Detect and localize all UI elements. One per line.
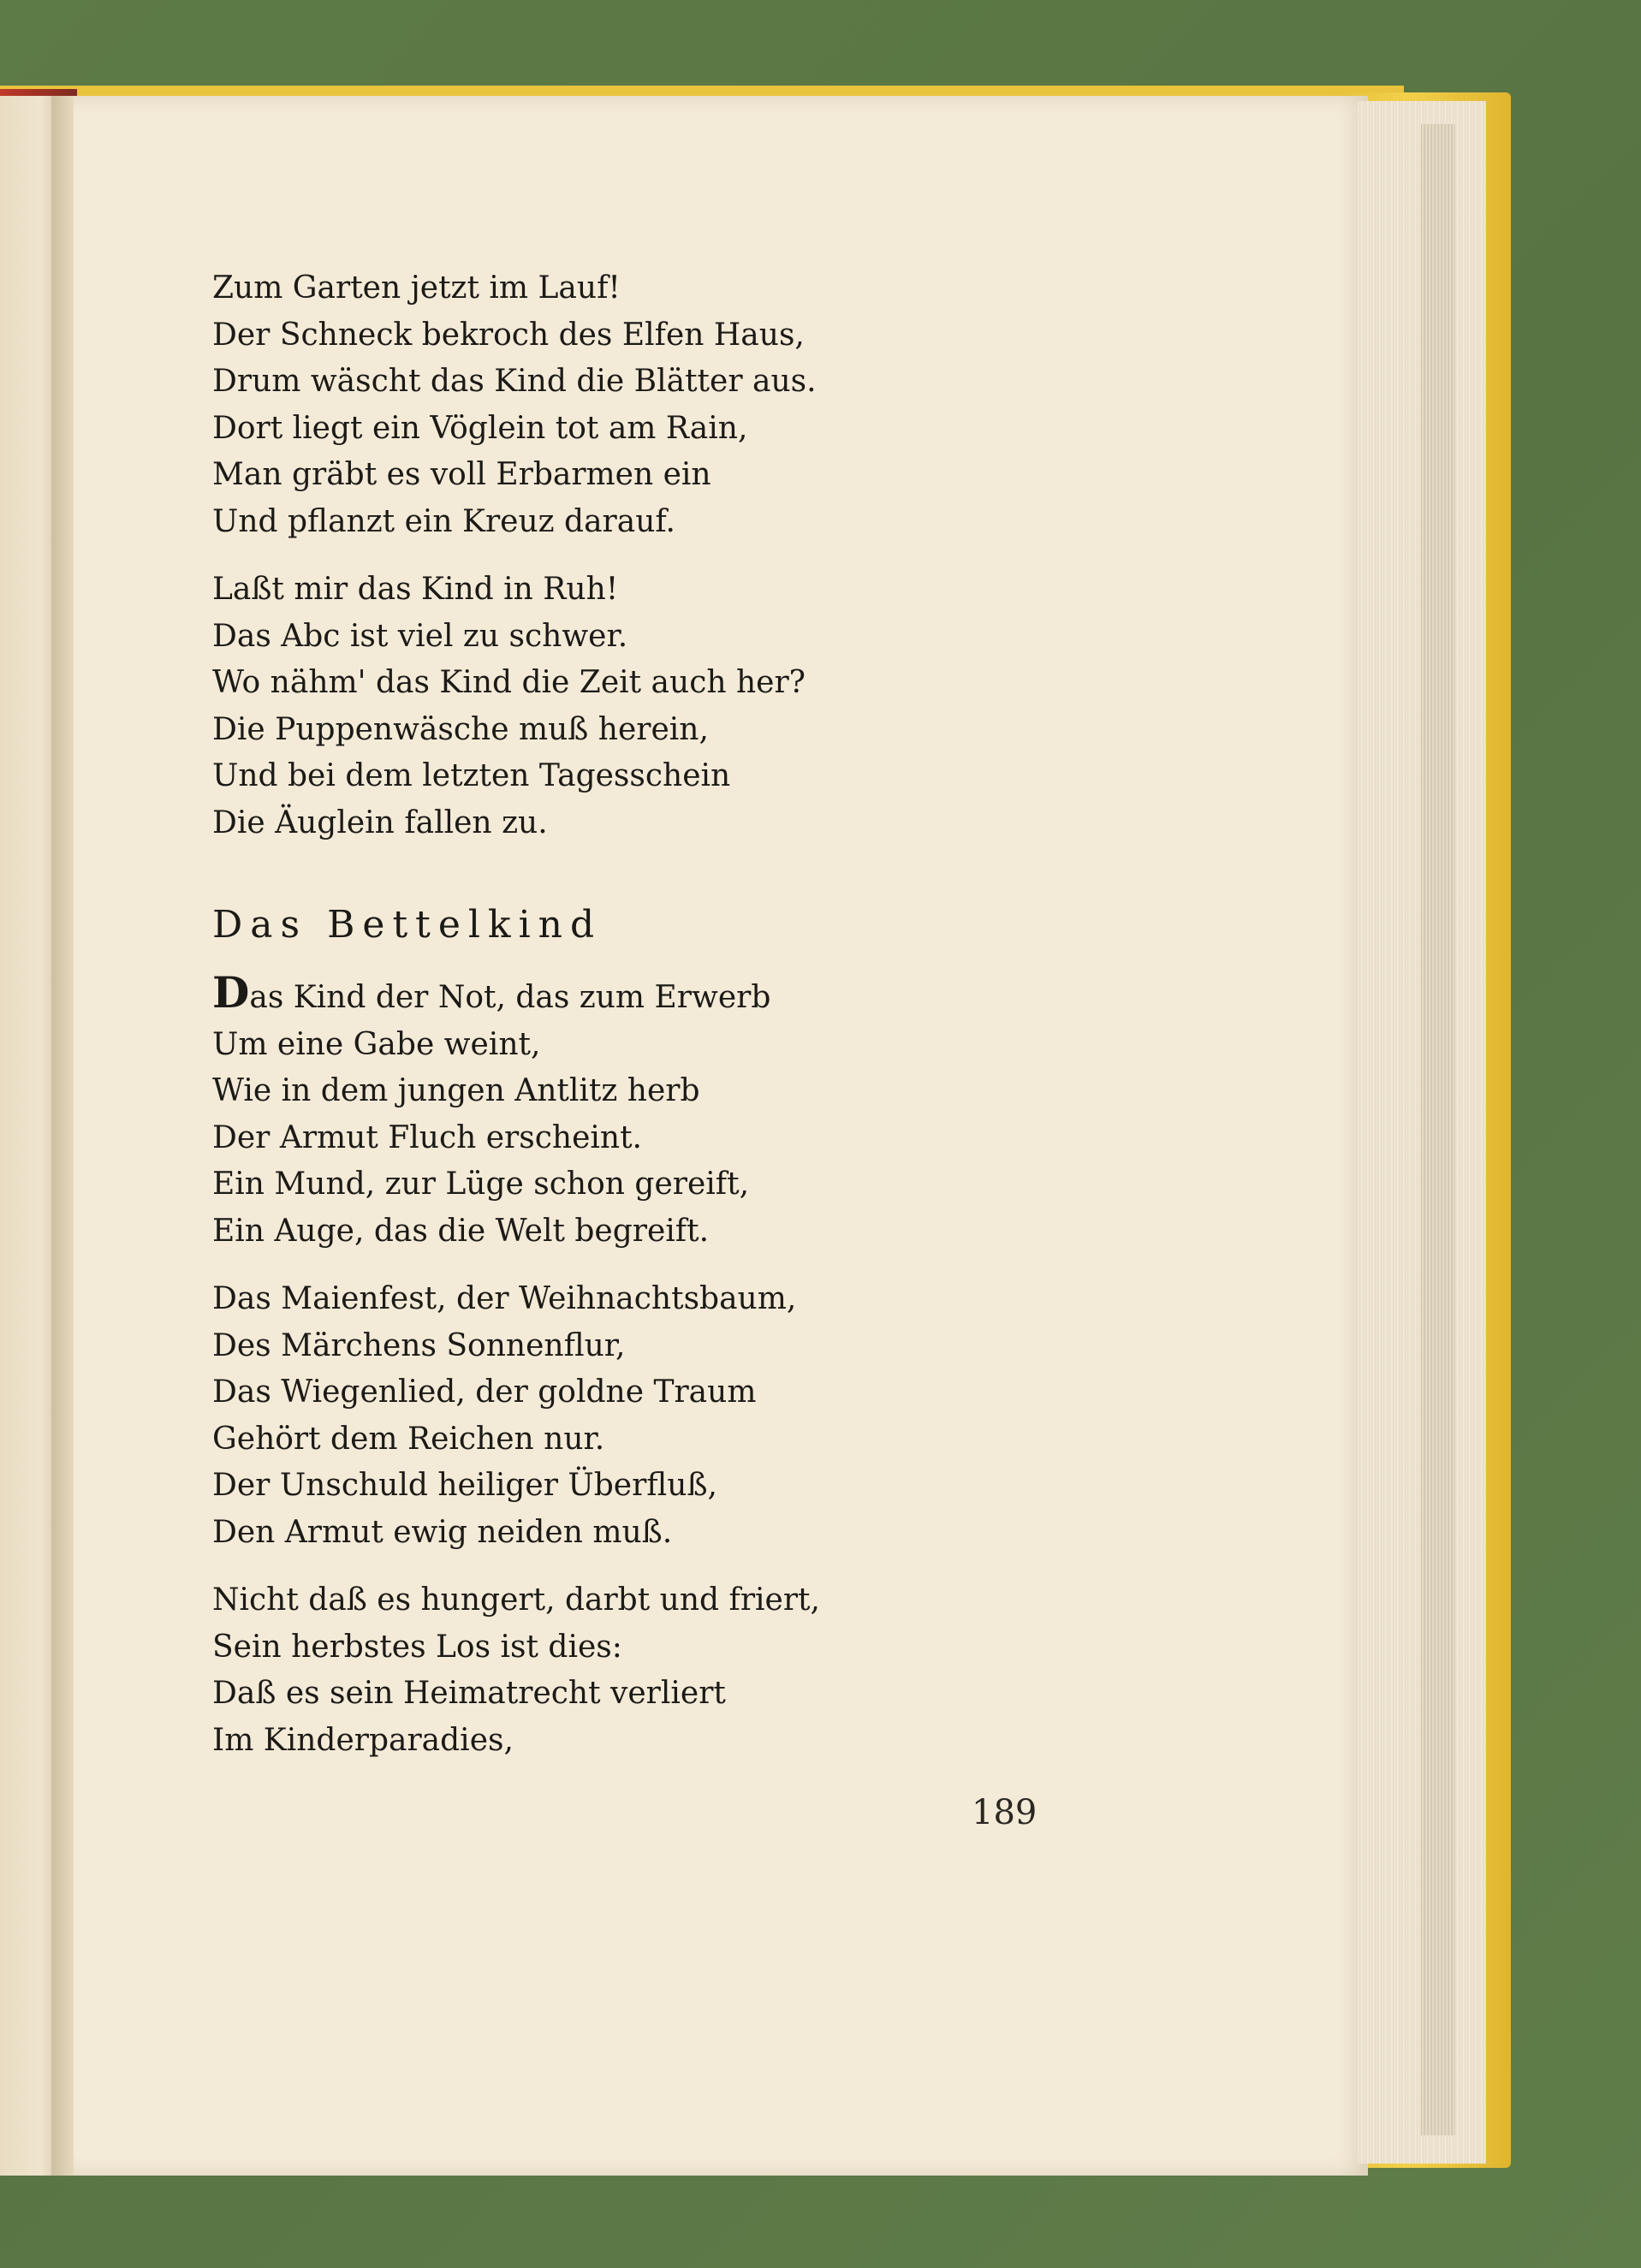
verse-line: Den Armut ewig neiden muß. xyxy=(212,1514,673,1550)
verse-line: Des Märchens Sonnenflur, xyxy=(212,1327,626,1363)
verse-line: Zum Garten jetzt im Lauf! xyxy=(212,270,621,306)
page-stack-shadow xyxy=(1421,124,1455,2135)
verse-line: Laßt mir das Kind in Ruh! xyxy=(212,572,619,607)
drop-cap: D xyxy=(212,967,250,1018)
verse-line: Die Puppenwäsche muß herein, xyxy=(212,711,709,747)
verse-line: Dort liegt ein Vöglein tot am Rain, xyxy=(212,410,748,446)
verse-line: Sein herbstes Los ist dies: xyxy=(212,1629,622,1665)
verse-line: Wo nähm' das Kind die Zeit auch her? xyxy=(212,665,806,700)
stanza-4 xyxy=(212,1276,1068,1556)
verse-line-rest: as Kind der Not, das zum Erwerb xyxy=(249,980,771,1015)
verse-line: Und pflanzt ein Kreuz darauf. xyxy=(212,503,675,539)
left-page-edge xyxy=(0,96,58,2176)
stanza-1 xyxy=(212,265,1068,545)
verse-line: Das Abc ist viel zu schwer. xyxy=(212,618,628,654)
verse-line: Man gräbt es voll Erbarmen ein xyxy=(212,457,711,492)
verse-line: Nicht daß es hungert, darbt und friert, xyxy=(212,1582,820,1618)
page-number: 189 xyxy=(972,1793,1038,1832)
verse-line: Der Unschuld heiliger Überfluß, xyxy=(212,1468,717,1503)
verse-line: Im Kinderparadies, xyxy=(212,1722,514,1758)
stanza-2 xyxy=(212,567,1068,846)
poem-text xyxy=(212,265,1068,1785)
verse-line: Um eine Gabe weint, xyxy=(212,1026,541,1062)
verse-line: Der Armut Fluch erscheint. xyxy=(212,1119,642,1155)
verse-line-first xyxy=(212,967,1068,1022)
verse-line: Und bei dem letzten Tagesschein xyxy=(212,758,731,793)
stanza-3 xyxy=(212,967,1068,1255)
verse-line: Wie in dem jungen Antlitz herb xyxy=(212,1073,700,1108)
verse-line: Drum wäscht das Kind die Blätter aus. xyxy=(212,364,817,399)
verse-line: Ein Auge, das die Welt begreift. xyxy=(212,1213,710,1249)
verse-line: Das Maienfest, der Weihnachtsbaum, xyxy=(212,1281,797,1316)
page-gutter xyxy=(51,96,74,2176)
verse-line: Ein Mund, zur Lüge schon gereift, xyxy=(212,1167,750,1202)
verse-line: Daß es sein Heimatrecht verliert xyxy=(212,1676,726,1711)
verse-line: Gehört dem Reichen nur. xyxy=(212,1421,605,1457)
poem-title: Das Bettelkind xyxy=(212,903,603,947)
verse-line: Die Äuglein fallen zu. xyxy=(212,804,548,840)
stanza-5 xyxy=(212,1577,1068,1764)
verse-line: Der Schneck bekroch des Elfen Haus, xyxy=(212,317,805,353)
verse-line: Das Wiegenlied, der goldne Traum xyxy=(212,1374,757,1410)
